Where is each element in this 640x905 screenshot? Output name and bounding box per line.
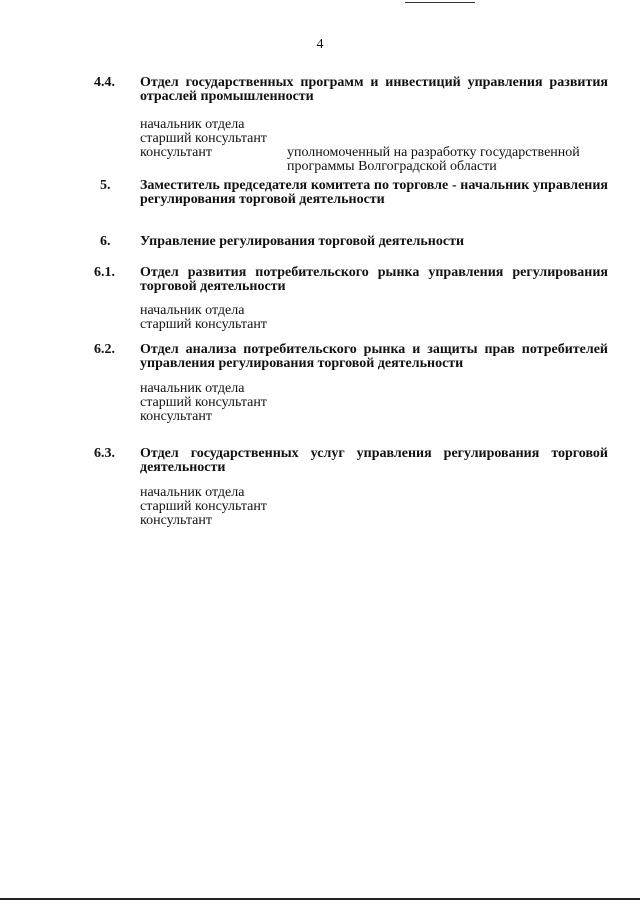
section-heading: Отдел государственных программ и инвестиций управления развития отраслей промышленности <box>140 75 608 104</box>
staff-position: начальник отдела <box>140 381 245 396</box>
section-number: 4.4. <box>94 75 115 90</box>
staff-position: старший консультант <box>140 131 267 146</box>
section-heading: Отдел государственных услуг управления регулирования торговой деятельности <box>140 446 608 475</box>
staff-position: старший консультант <box>140 317 267 332</box>
section-heading: Отдел анализа потребительского рынка и защиты прав потребителей управления регулирования торговой деятельности <box>140 342 608 371</box>
section-number: 6.2. <box>94 342 115 357</box>
staff-position: старший консультант <box>140 395 267 410</box>
staff-position: начальник отдела <box>140 485 245 500</box>
section-heading: Отдел развития потребительского рынка управления регулирования торговой деятельности <box>140 265 608 294</box>
staff-position: консультант <box>140 145 212 160</box>
staff-position: начальник отдела <box>140 117 245 132</box>
staff-note: уполномоченный на разработку государственной <box>287 145 580 160</box>
staff-position: старший консультант <box>140 499 267 514</box>
section-number: 5. <box>100 178 111 193</box>
staff-position: консультант <box>140 513 212 528</box>
top-rule <box>405 2 475 3</box>
staff-note: программы Волгоградской области <box>287 159 497 174</box>
bottom-rule <box>0 898 640 900</box>
staff-position: консультант <box>140 409 212 424</box>
section-number: 6. <box>100 234 111 249</box>
staff-position: начальник отдела <box>140 303 245 318</box>
section-heading: Заместитель председателя комитета по торговле - начальник управления регулирования торговой деятельности <box>140 178 608 207</box>
section-number: 6.3. <box>94 446 115 461</box>
section-heading: Управление регулирования торговой деятельности <box>140 234 465 249</box>
section-number: 6.1. <box>94 265 115 280</box>
page-number: 4 <box>316 37 324 52</box>
